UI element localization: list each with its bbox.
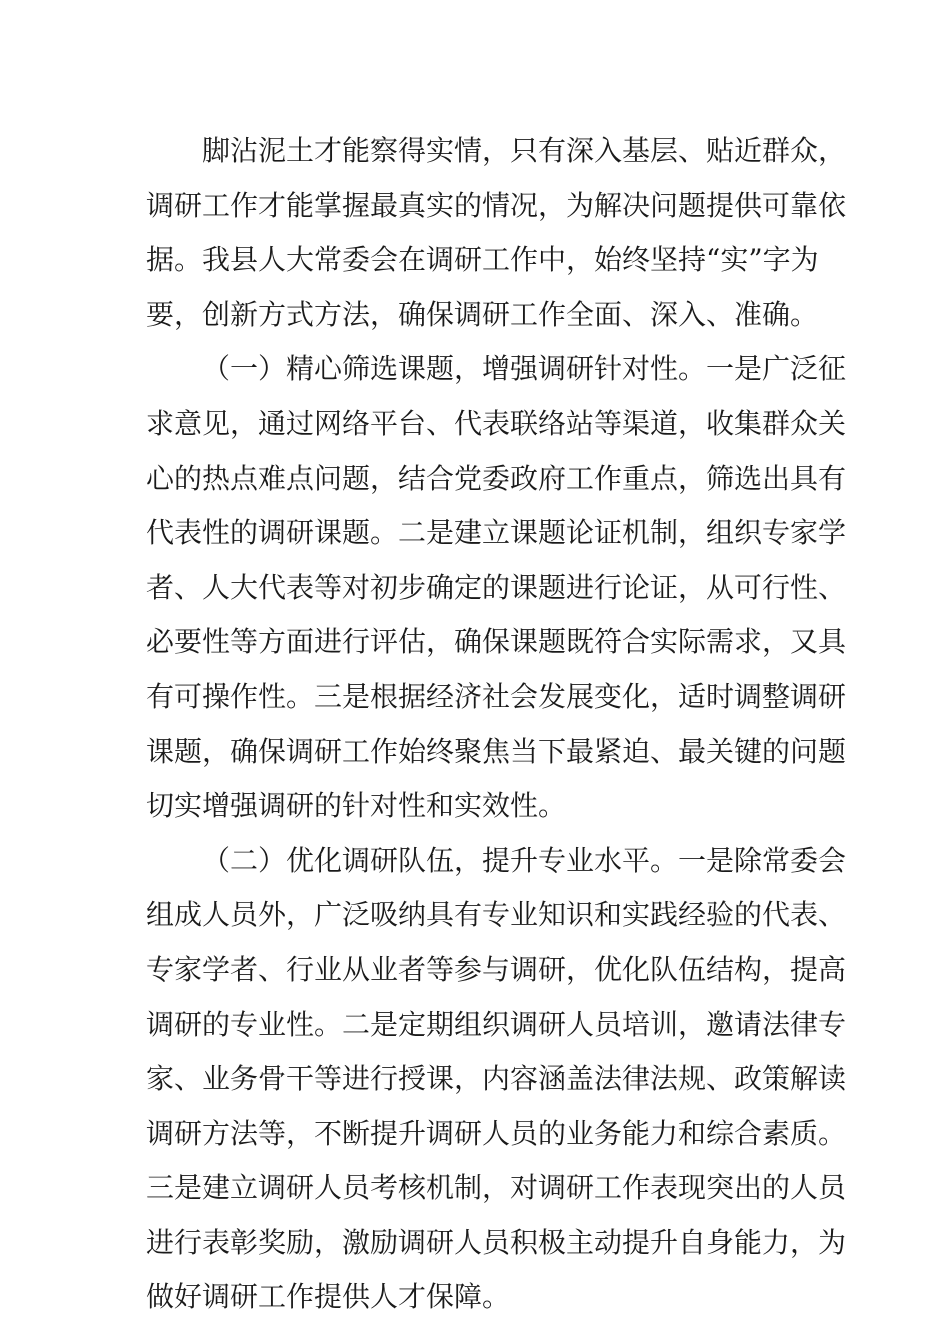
text-line: 要，创新方式方法，确保调研工作全面、深入、准确。: [146, 297, 819, 331]
body-text: [146, 124, 847, 1325]
paragraph-section-1: [146, 342, 847, 833]
text-line: 三是建立调研人员考核机制，对调研工作表现突出的人员: [146, 1171, 847, 1205]
text-line: （一）精心筛选课题，增强调研针对性。一是广泛征: [202, 352, 847, 386]
text-line: 脚沾泥土才能察得实情，只有深入基层、贴近群众，: [202, 134, 847, 167]
text-line: 代表性的调研课题。二是建立课题论证机制，组织专家学: [146, 516, 847, 550]
text-line: 家、业务骨干等进行授课，内容涵盖法律法规、政策解读: [146, 1062, 847, 1096]
text-line: 据。我县人大常委会在调研工作中，始终坚持“实”字为: [146, 243, 819, 277]
paragraph-intro: [146, 124, 847, 342]
text-line: 做好调研工作提供人才保障。: [146, 1280, 511, 1314]
text-line: 进行表彰奖励，激励调研人员积极主动提升自身能力，为: [146, 1225, 847, 1259]
text-line: 有可操作性。三是根据经济社会发展变化，适时调整调研: [146, 679, 847, 713]
text-line: 组成人员外，广泛吸纳具有专业知识和实践经验的代表、: [146, 898, 847, 932]
paragraph-section-2: [146, 834, 847, 1325]
text-line: 心的热点难点问题，结合党委政府工作重点，筛选出具有: [146, 461, 847, 495]
text-line: 调研工作才能掌握最真实的情况，为解决问题提供可靠依: [146, 188, 847, 222]
text-line: 切实增强调研的针对性和实效性。: [146, 789, 567, 823]
text-line: 必要性等方面进行评估，确保课题既符合实际需求，又具: [146, 625, 847, 659]
text-line: 专家学者、行业从业者等参与调研，优化队伍结构，提高: [146, 952, 847, 986]
text-line: 课题，确保调研工作始终聚焦当下最紧迫、最关键的问题: [146, 734, 847, 768]
text-line: 者、人大代表等对初步确定的课题进行论证，从可行性、: [146, 570, 847, 604]
text-line: 调研的专业性。二是定期组织调研人员培训，邀请法律专: [146, 1007, 847, 1041]
text-line: 求意见，通过网络平台、代表联络站等渠道，收集群众关: [146, 406, 847, 440]
text-line: （二）优化调研队伍，提升专业水平。一是除常委会: [202, 843, 847, 877]
text-line: 调研方法等，不断提升调研人员的业务能力和综合素质。: [146, 1116, 847, 1150]
